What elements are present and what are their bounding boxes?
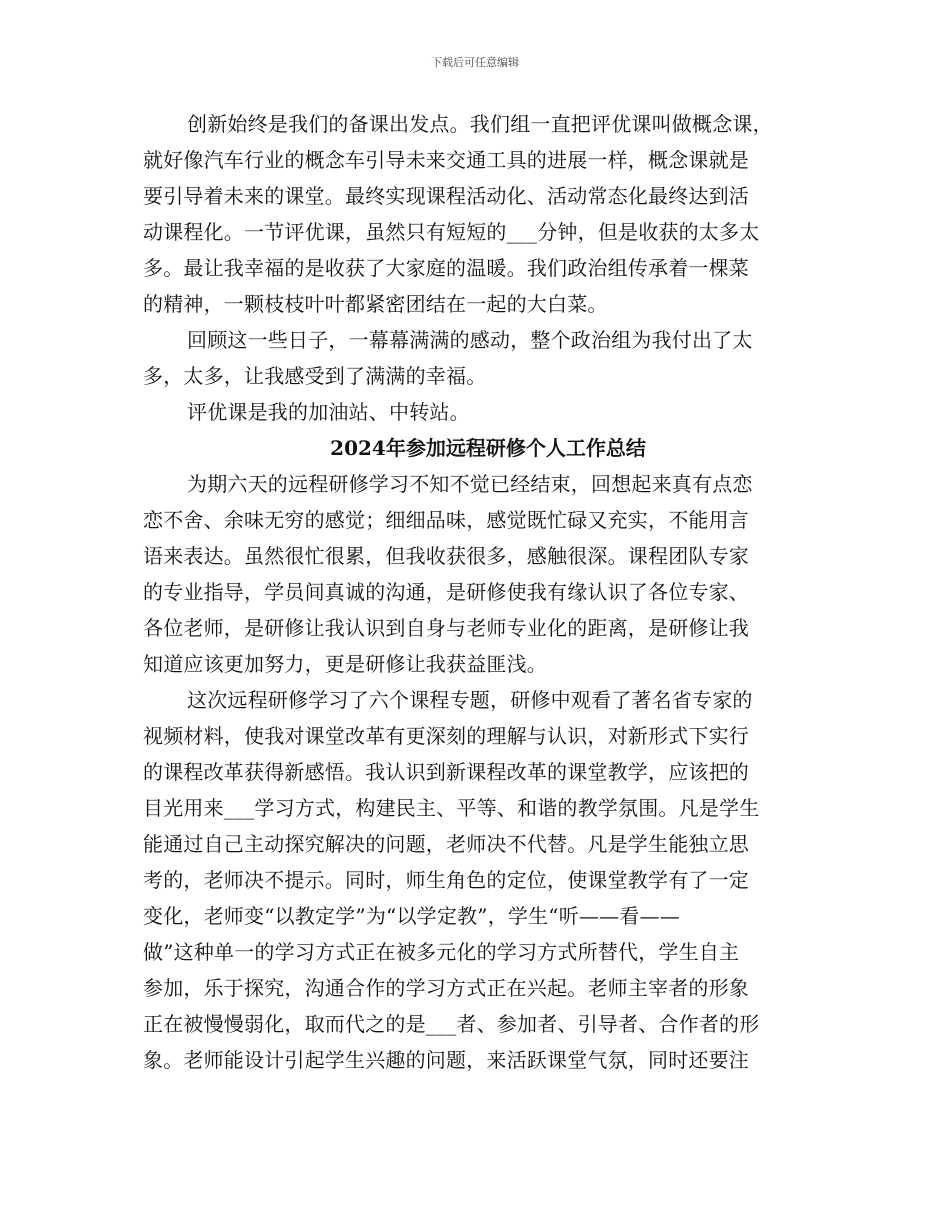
text-line: 回顾这一些日子，一幕幕满满的感动，整个政治组为我付出了太	[187, 328, 753, 352]
text-line: 知道应该更加努力，更是研修让我获益匪浅。	[143, 652, 547, 676]
text-line: 多。最让我幸福的是收获了大家庭的温暖。我们政治组传承着一棵菜	[143, 256, 749, 280]
paragraph	[143, 466, 833, 682]
text-line: 就好像汽车行业的概念车引导未来交通工具的进展一样，概念课就是	[143, 148, 749, 172]
text-line: 恋不舍、余味无穷的感觉；细细品味，感觉既忙碌又充实，不能用言	[143, 508, 749, 532]
text-line: 正在被慢慢弱化，取而代之的是___者、参加者、引导者、合作者的形	[143, 1012, 760, 1036]
text-line: 参加，乐于探究，沟通合作的学习方式正在兴起。老师主宰者的形象	[143, 976, 749, 1000]
text-line: 考的，老师决不提示。同时，师生角色的定位，使课堂教学有了一定	[143, 868, 749, 892]
text-line: 象。老师能设计引起学生兴趣的问题，来活跃课堂气氛，同时还要注	[143, 1048, 749, 1072]
text-line: 多，太多，让我感受到了满满的幸福。	[143, 364, 487, 388]
text-line: 各位老师，是研修让我认识到自身与老师专业化的距离，是研修让我	[143, 616, 749, 640]
text-line: 目光用来___学习方式，构建民主、平等、和谐的教学氛围。凡是学生	[143, 796, 760, 820]
text-line: 评优课是我的加油站、中转站。	[187, 400, 470, 424]
text-line: 做”这种单一的学习方式正在被多元化的学习方式所替代，学生自主	[143, 940, 740, 964]
text-line: 的课程改革获得新感悟。我认识到新课程改革的课堂教学，应该把的	[143, 760, 749, 784]
text-line: 的专业指导，学员间真诚的沟通，是研修使我有缘认识了各位专家、	[143, 580, 749, 604]
text-line: 能通过自己主动探究解决的问题，老师决不代替。凡是学生能独立思	[143, 832, 749, 856]
paragraph	[143, 394, 833, 430]
text-line: 动课程化。一节评优课，虽然只有短短的___分钟，但是收获的太多太	[143, 220, 760, 244]
section-title: 2024年参加远程研修个人工作总结	[330, 436, 646, 460]
text-line: 为期六天的远程研修学习不知不觉已经结束，回想起来真有点恋	[187, 472, 753, 496]
header-note: 下载后可任意编辑	[431, 56, 519, 69]
document-body	[143, 106, 833, 1078]
text-line: 要引导着未来的课堂。最终实现课程活动化、活动常态化最终达到活	[143, 184, 749, 208]
paragraph	[143, 106, 833, 322]
text-line: 这次远程研修学习了六个课程专题，研修中观看了著名省专家的	[187, 688, 753, 712]
text-line: 语来表达。虽然很忙很累，但我收获很多，感触很深。课程团队专家	[143, 544, 749, 568]
text-line: 的精神，一颗枝枝叶叶都紧密团结在一起的大白菜。	[143, 292, 608, 316]
paragraph	[143, 322, 833, 394]
text-line: 创新始终是我们的备课出发点。我们组一直把评优课叫做概念课，	[187, 112, 773, 136]
text-line: 变化，老师变“以教定学”为“以学定教”，学生“听——看——	[143, 904, 680, 928]
paragraph	[143, 682, 833, 1078]
text-line: 视频材料，使我对课堂改革有更深刻的理解与认识，对新形式下实行	[143, 724, 749, 748]
